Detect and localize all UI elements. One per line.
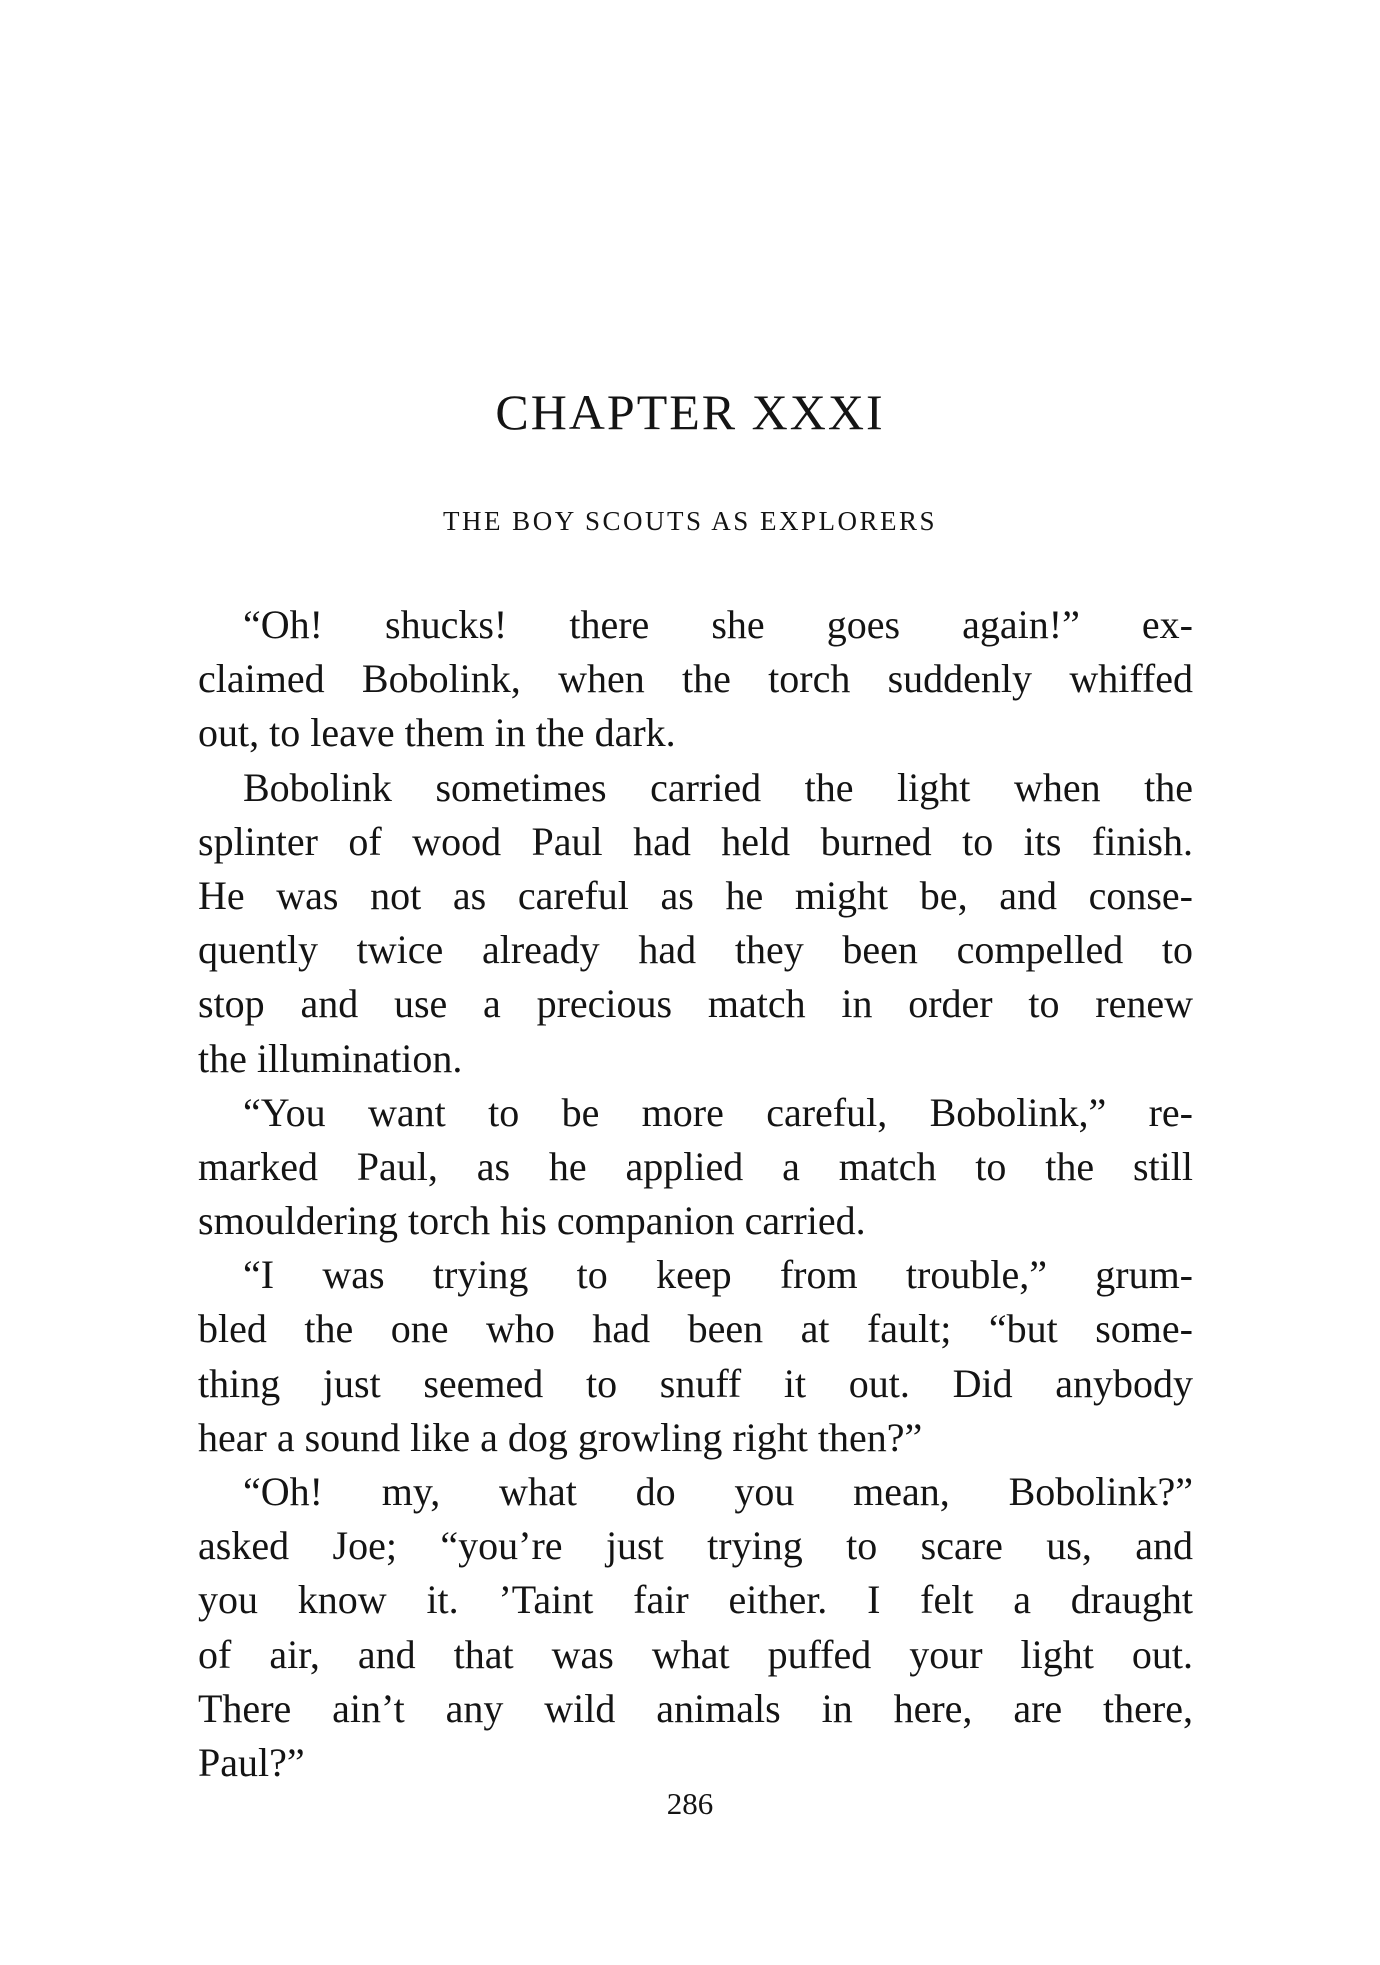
text-line: He was not as careful as he might be, and conse- (198, 872, 1193, 918)
text-line: There ain’t any wild animals in here, are there, (198, 1685, 1193, 1731)
text-line: “Oh! my, what do you mean, Bobolink?” (243, 1469, 1193, 1514)
text-line: quently twice already had they been compelled to (198, 927, 1193, 973)
text-line: stop and use a precious match in order to renew (198, 981, 1193, 1027)
text-line: splinter of wood Paul had held burned to its finish. (198, 818, 1193, 864)
chapter-subtitle: THE BOY SCOUTS AS EXPLORERS (442, 506, 938, 536)
page-number: 286 (666, 1786, 714, 1821)
text-line: “Oh! shucks! there she goes again!” ex- (243, 602, 1193, 647)
text-line: asked Joe; “you’re just trying to scare us, and (198, 1523, 1193, 1569)
text-line: out, to leave them in the dark. (198, 710, 676, 756)
text-line: hear a sound like a dog growling right then?” (198, 1414, 923, 1460)
chapter-title: CHAPTER XXXI (495, 384, 885, 440)
text-line: bled the one who had been at fault; “but some- (198, 1306, 1193, 1352)
text-line: smouldering torch his companion carried. (198, 1198, 866, 1244)
text-line: claimed Bobolink, when the torch suddenly whiffed (198, 656, 1193, 702)
text-line: “You want to be more careful, Bobolink,” re- (243, 1089, 1193, 1135)
text-line: Bobolink sometimes carried the light when the (243, 764, 1193, 810)
text-line: you know it. ’Taint fair either. I felt a draught (198, 1577, 1193, 1623)
text-line: of air, and that was what puffed your light out. (198, 1631, 1193, 1677)
text-line: thing just seemed to snuff it out. Did anybody (198, 1360, 1193, 1406)
text-line: “I was trying to keep from trouble,” grum- (243, 1252, 1193, 1298)
body-text (198, 598, 1193, 1790)
text-line: the illumination. (198, 1035, 463, 1081)
text-line: Paul?” (198, 1739, 305, 1785)
text-line: marked Paul, as he applied a match to the still (198, 1143, 1193, 1189)
